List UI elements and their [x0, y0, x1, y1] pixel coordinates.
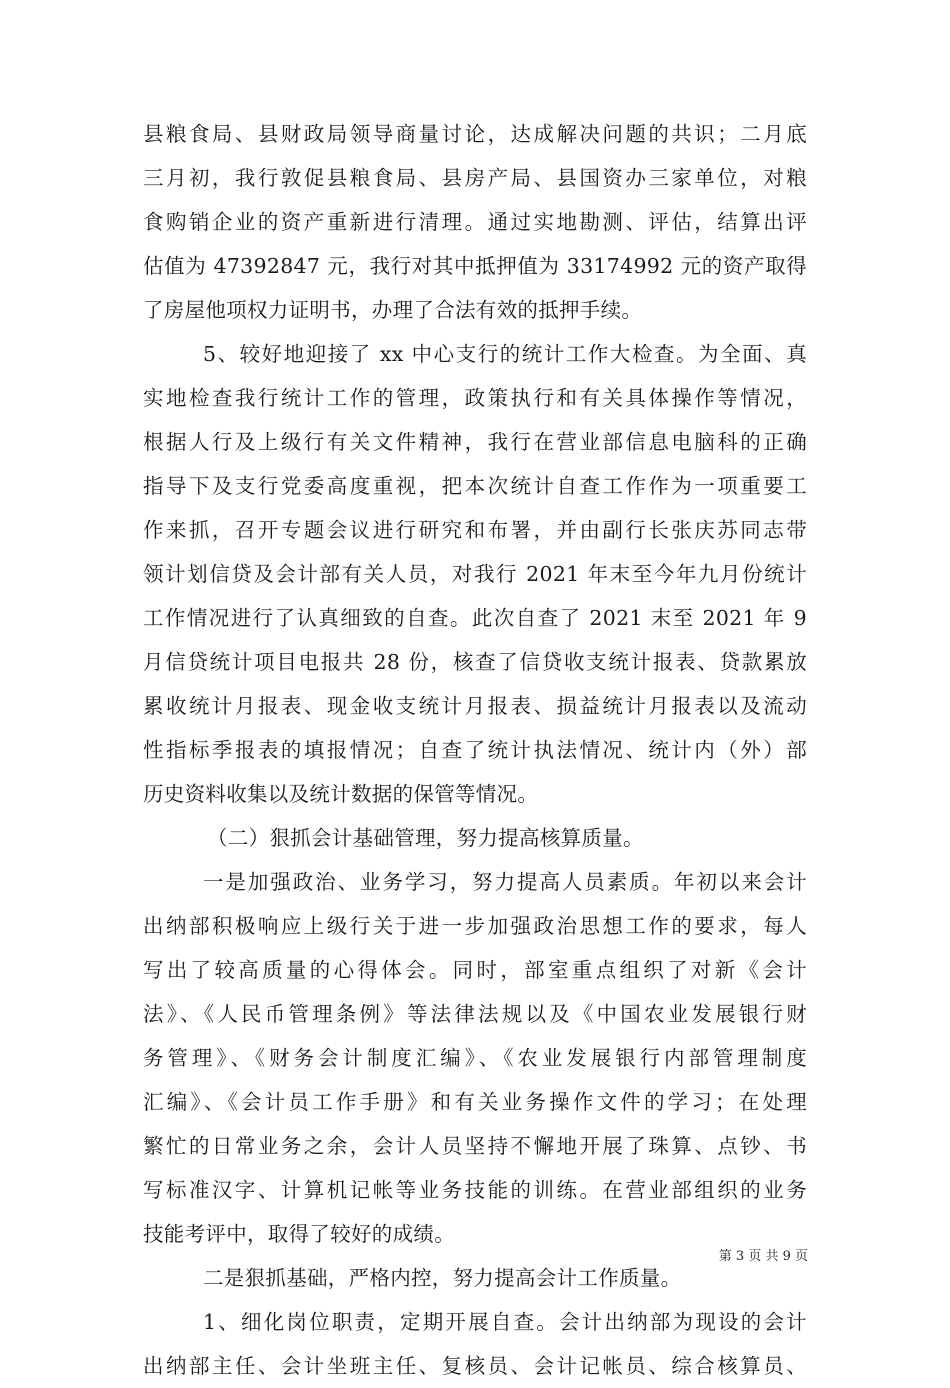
paragraph-start-line: 5、较好地迎接了 xx 中心支行的统计工作大检查。为全面、真: [203, 342, 807, 366]
text-line: 出纳部积极响应上级行关于进一步加强政治思想工作的要求，每人: [143, 914, 807, 938]
section-heading: （二）狠抓会计基础管理，努力提高核算质量。: [207, 826, 644, 850]
page-number-footer: 第 3 页 共 9 页: [718, 1249, 808, 1264]
text-line: 务管理》、《财务会计制度汇编》、《农业发展银行内部管理制度: [143, 1046, 807, 1070]
text-line: 县粮食局、县财政局领导商量讨论，达成解决问题的共识；二月底: [143, 122, 807, 146]
text-line: 估值为 47392847 元，我行对其中抵押值为 33174992 元的资产取得: [143, 254, 807, 278]
text-line: 历史资料收集以及统计数据的保管等情况。: [143, 782, 539, 806]
text-line: 食购销企业的资产重新进行清理。通过实地勘测、评估，结算出评: [143, 210, 807, 234]
text-line: 三月初，我行敦促县粮食局、县房产局、县国资办三家单位，对粮: [143, 166, 807, 190]
text-line: 根据人行及上级行有关文件精神，我行在营业部信息电脑科的正确: [143, 430, 807, 454]
paragraph-start-line: 1、细化岗位职责，定期开展自查。会计出纳部为现设的会计: [203, 1310, 807, 1334]
text-line: 出纳部主任、会计坐班主任、复核员、会计记帐员、综合核算员、: [143, 1354, 807, 1378]
text-line: 法》、《人民币管理条例》等法律法规以及《中国农业发展银行财: [143, 1002, 807, 1026]
text-line: 写出了较高质量的心得体会。同时，部室重点组织了对新《会计: [143, 958, 807, 982]
text-line: 指导下及支行党委高度重视，把本次统计自查工作作为一项重要工: [143, 474, 807, 498]
text-line: 实地检查我行统计工作的管理，政策执行和有关具体操作等情况，: [143, 386, 807, 410]
text-line: 性指标季报表的填报情况；自查了统计执法情况、统计内（外）部: [143, 738, 807, 762]
text-line: 技能考评中，取得了较好的成绩。: [143, 1222, 455, 1246]
text-line: 月信贷统计项目电报共 28 份，核查了信贷收支统计报表、贷款累放: [143, 650, 807, 674]
text-line: 了房屋他项权力证明书，办理了合法有效的抵押手续。: [143, 298, 643, 322]
text-line: 领计划信贷及会计部有关人员，对我行 2021 年末至今年九月份统计: [143, 562, 807, 586]
text-line: 工作情况进行了认真细致的自查。此次自查了 2021 末至 2021 年 9: [143, 606, 807, 630]
text-line: 繁忙的日常业务之余，会计人员坚持不懈地开展了珠算、点钞、书: [143, 1134, 807, 1158]
text-line: 累收统计月报表、现金收支统计月报表、损益统计月报表以及流动: [143, 694, 807, 718]
body-text: [143, 112, 807, 1388]
paragraph-start-line: 一是加强政治、业务学习，努力提高人员素质。年初以来会计: [203, 870, 807, 894]
paragraph-start-line: 二是狠抓基础，严格内控，努力提高会计工作质量。: [203, 1266, 682, 1290]
text-line: 汇编》、《会计员工作手册》和有关业务操作文件的学习；在处理: [143, 1090, 807, 1114]
text-line: 写标准汉字、计算机记帐等业务技能的训练。在营业部组织的业务: [143, 1178, 807, 1202]
text-line: 作来抓，召开专题会议进行研究和布署，并由副行长张庆苏同志带: [143, 518, 807, 542]
